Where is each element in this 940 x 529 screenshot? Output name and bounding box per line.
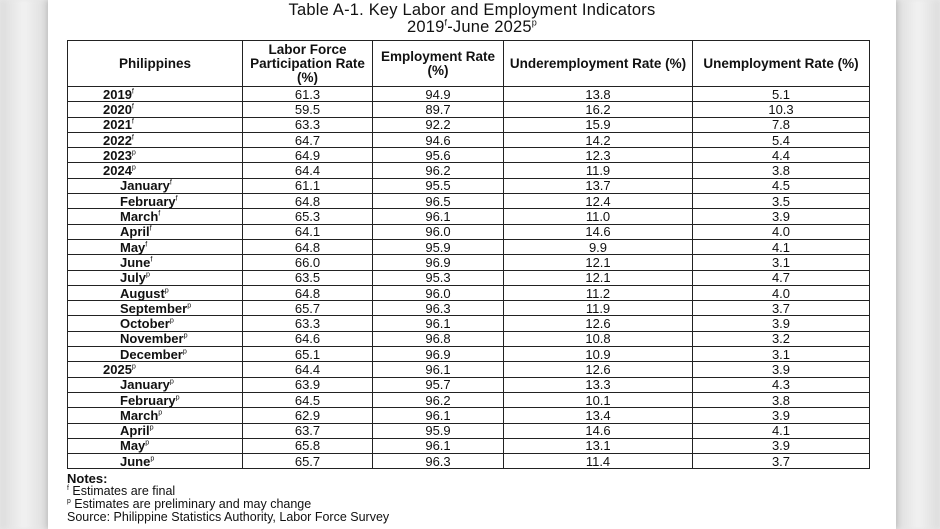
row-label-text: December bbox=[120, 346, 183, 362]
underemployment-cell: 11.4 bbox=[504, 454, 693, 469]
underemployment-cell: 9.9 bbox=[504, 239, 693, 254]
unemployment-cell: 10.3 bbox=[693, 102, 870, 117]
employment-cell: 96.2 bbox=[373, 392, 504, 407]
indicators-table bbox=[67, 40, 870, 469]
row-label-text: 2021 bbox=[103, 117, 132, 133]
row-label-sup: p bbox=[169, 316, 174, 325]
underemployment-cell: 10.1 bbox=[504, 392, 693, 407]
row-label bbox=[68, 117, 243, 132]
row-label bbox=[68, 408, 243, 423]
lfpr-cell: 64.8 bbox=[243, 285, 373, 300]
row-label-text: October bbox=[120, 316, 170, 332]
note-prelim-text: Estimates are preliminary and may change bbox=[70, 497, 312, 511]
underemployment-cell: 11.9 bbox=[504, 301, 693, 316]
underemployment-cell: 10.8 bbox=[504, 331, 693, 346]
row-label-text: January bbox=[120, 178, 170, 194]
table-row bbox=[68, 255, 870, 270]
unemployment-cell: 3.9 bbox=[693, 408, 870, 423]
notes-section bbox=[67, 472, 389, 524]
row-label-sup: f bbox=[149, 224, 152, 233]
underemployment-cell: 12.4 bbox=[504, 194, 693, 209]
row-label-sup: f bbox=[131, 117, 134, 126]
employment-cell: 95.7 bbox=[373, 377, 504, 392]
lfpr-cell: 63.9 bbox=[243, 377, 373, 392]
employment-cell: 96.9 bbox=[373, 255, 504, 270]
row-label-text: 2020 bbox=[103, 101, 132, 117]
underemployment-cell: 13.3 bbox=[504, 377, 693, 392]
unemployment-cell: 3.9 bbox=[693, 438, 870, 453]
underemployment-cell: 13.1 bbox=[504, 438, 693, 453]
note-final-sup: f bbox=[67, 484, 69, 492]
table-row bbox=[68, 285, 870, 300]
employment-cell: 89.7 bbox=[373, 102, 504, 117]
employment-cell: 94.6 bbox=[373, 132, 504, 147]
row-label-sup: f bbox=[175, 194, 178, 203]
row-label bbox=[68, 423, 243, 438]
lfpr-cell: 63.7 bbox=[243, 423, 373, 438]
table-header-row bbox=[68, 41, 870, 87]
underemployment-cell: 15.9 bbox=[504, 117, 693, 132]
employment-cell: 96.1 bbox=[373, 408, 504, 423]
underemployment-cell: 13.4 bbox=[504, 408, 693, 423]
unemployment-cell: 3.1 bbox=[693, 347, 870, 362]
table-body bbox=[68, 87, 870, 469]
row-label bbox=[68, 224, 243, 239]
row-label bbox=[68, 347, 243, 362]
lfpr-cell: 64.7 bbox=[243, 132, 373, 147]
header-lfpr: Labor Force Participation Rate (%) bbox=[243, 41, 373, 87]
table-row bbox=[68, 316, 870, 331]
row-label-text: November bbox=[120, 331, 184, 347]
row-label-sup: p bbox=[182, 347, 187, 356]
row-label-sup: p bbox=[169, 377, 174, 386]
row-label-sup: p bbox=[145, 439, 150, 448]
header-philippines: Philippines bbox=[68, 41, 243, 87]
table-row bbox=[68, 301, 870, 316]
row-label-text: 2019 bbox=[103, 86, 132, 102]
employment-cell: 96.2 bbox=[373, 163, 504, 178]
lfpr-cell: 64.4 bbox=[243, 362, 373, 377]
table-row bbox=[68, 117, 870, 132]
row-label-sup: f bbox=[131, 87, 134, 96]
table-subtitle bbox=[48, 19, 896, 36]
table-row bbox=[68, 102, 870, 117]
underemployment-cell: 12.1 bbox=[504, 270, 693, 285]
table-row bbox=[68, 132, 870, 147]
row-label-text: June bbox=[120, 254, 151, 270]
row-label-text: August bbox=[120, 285, 165, 301]
row-label-text: May bbox=[120, 239, 146, 255]
unemployment-cell: 7.8 bbox=[693, 117, 870, 132]
row-label-sup: f bbox=[131, 102, 134, 111]
lfpr-cell: 62.9 bbox=[243, 408, 373, 423]
employment-cell: 96.1 bbox=[373, 316, 504, 331]
row-label-text: February bbox=[120, 193, 176, 209]
unemployment-cell: 5.1 bbox=[693, 87, 870, 102]
unemployment-cell: 4.0 bbox=[693, 285, 870, 300]
lfpr-cell: 59.5 bbox=[243, 102, 373, 117]
lfpr-cell: 65.1 bbox=[243, 347, 373, 362]
row-label bbox=[68, 454, 243, 469]
row-label-sup: p bbox=[150, 454, 155, 463]
unemployment-cell: 3.8 bbox=[693, 163, 870, 178]
table-row bbox=[68, 148, 870, 163]
employment-cell: 95.5 bbox=[373, 178, 504, 193]
employment-cell: 94.9 bbox=[373, 87, 504, 102]
lfpr-cell: 64.9 bbox=[243, 148, 373, 163]
employment-cell: 96.5 bbox=[373, 194, 504, 209]
underemployment-cell: 11.0 bbox=[504, 209, 693, 224]
background-blur-left bbox=[0, 0, 48, 529]
row-label bbox=[68, 148, 243, 163]
table-row bbox=[68, 362, 870, 377]
lfpr-cell: 63.5 bbox=[243, 270, 373, 285]
row-label-sup: p bbox=[131, 362, 136, 371]
lfpr-cell: 63.3 bbox=[243, 316, 373, 331]
employment-cell: 96.0 bbox=[373, 285, 504, 300]
employment-cell: 96.1 bbox=[373, 438, 504, 453]
unemployment-cell: 3.9 bbox=[693, 362, 870, 377]
employment-cell: 96.9 bbox=[373, 347, 504, 362]
header-employment: Employment Rate (%) bbox=[373, 41, 504, 87]
unemployment-cell: 3.2 bbox=[693, 331, 870, 346]
row-label bbox=[68, 362, 243, 377]
lfpr-cell: 64.4 bbox=[243, 163, 373, 178]
row-label-sup: p bbox=[131, 163, 136, 172]
unemployment-cell: 4.5 bbox=[693, 178, 870, 193]
unemployment-cell: 3.9 bbox=[693, 316, 870, 331]
unemployment-cell: 4.1 bbox=[693, 239, 870, 254]
row-label bbox=[68, 285, 243, 300]
employment-cell: 95.3 bbox=[373, 270, 504, 285]
row-label-sup: p bbox=[164, 286, 169, 295]
note-prelim-sup: p bbox=[67, 497, 71, 505]
document-page bbox=[48, 0, 896, 529]
unemployment-cell: 5.4 bbox=[693, 132, 870, 147]
row-label-text: 2025 bbox=[103, 361, 132, 377]
employment-cell: 96.8 bbox=[373, 331, 504, 346]
row-label bbox=[68, 87, 243, 102]
unemployment-cell: 3.7 bbox=[693, 454, 870, 469]
row-label-text: March bbox=[120, 407, 159, 423]
row-label bbox=[68, 178, 243, 193]
row-label-sup: f bbox=[169, 179, 172, 188]
lfpr-cell: 66.0 bbox=[243, 255, 373, 270]
lfpr-cell: 64.1 bbox=[243, 224, 373, 239]
table-row bbox=[68, 163, 870, 178]
row-label bbox=[68, 377, 243, 392]
table-row bbox=[68, 194, 870, 209]
subtitle-end: -June 2025 bbox=[447, 18, 532, 36]
background-blur-right bbox=[896, 0, 940, 529]
lfpr-cell: 64.8 bbox=[243, 239, 373, 254]
row-label-text: April bbox=[120, 224, 150, 240]
table-row bbox=[68, 87, 870, 102]
table-row bbox=[68, 392, 870, 407]
row-label-sup: p bbox=[146, 270, 150, 279]
unemployment-cell: 4.3 bbox=[693, 377, 870, 392]
employment-cell: 92.2 bbox=[373, 117, 504, 132]
lfpr-cell: 64.6 bbox=[243, 331, 373, 346]
row-label-sup: f bbox=[145, 240, 148, 249]
source-note: Source: Philippine Statistics Authority, Labor Force Survey bbox=[67, 510, 390, 524]
table-row bbox=[68, 178, 870, 193]
row-label-text: 2024 bbox=[103, 163, 132, 179]
employment-cell: 95.9 bbox=[373, 239, 504, 254]
table-row bbox=[68, 270, 870, 285]
row-label-sup: p bbox=[158, 408, 163, 417]
row-label bbox=[68, 270, 243, 285]
table-title: Table A-1. Key Labor and Employment Indicators bbox=[288, 1, 656, 19]
row-label-text: April bbox=[120, 423, 150, 439]
subtitle-sup-final: f bbox=[444, 17, 448, 28]
lfpr-cell: 61.3 bbox=[243, 87, 373, 102]
underemployment-cell: 13.7 bbox=[504, 178, 693, 193]
table-row bbox=[68, 408, 870, 423]
unemployment-cell: 4.1 bbox=[693, 423, 870, 438]
row-label bbox=[68, 438, 243, 453]
table-row bbox=[68, 224, 870, 239]
row-label-text: September bbox=[120, 300, 188, 316]
lfpr-cell: 65.8 bbox=[243, 438, 373, 453]
row-label-sup: f bbox=[158, 209, 161, 218]
row-label-text: February bbox=[120, 392, 176, 408]
row-label-sup: p bbox=[187, 301, 192, 310]
note-final-text: Estimates are final bbox=[68, 484, 176, 498]
row-label bbox=[68, 102, 243, 117]
unemployment-cell: 4.7 bbox=[693, 270, 870, 285]
row-label bbox=[68, 132, 243, 147]
underemployment-cell: 14.6 bbox=[504, 224, 693, 239]
lfpr-cell: 65.7 bbox=[243, 454, 373, 469]
employment-cell: 96.3 bbox=[373, 454, 504, 469]
row-label bbox=[68, 194, 243, 209]
lfpr-cell: 65.3 bbox=[243, 209, 373, 224]
underemployment-cell: 14.2 bbox=[504, 132, 693, 147]
row-label-sup: p bbox=[149, 423, 154, 432]
unemployment-cell: 3.5 bbox=[693, 194, 870, 209]
table-row bbox=[68, 209, 870, 224]
table-row bbox=[68, 454, 870, 469]
row-label bbox=[68, 316, 243, 331]
table-row bbox=[68, 377, 870, 392]
row-label-text: January bbox=[120, 377, 170, 393]
table-row bbox=[68, 423, 870, 438]
row-label bbox=[68, 255, 243, 270]
underemployment-cell: 10.9 bbox=[504, 347, 693, 362]
underemployment-cell: 16.2 bbox=[504, 102, 693, 117]
row-label bbox=[68, 209, 243, 224]
row-label-text: June bbox=[120, 453, 151, 469]
lfpr-cell: 61.1 bbox=[243, 178, 373, 193]
underemployment-cell: 12.1 bbox=[504, 255, 693, 270]
unemployment-cell: 3.8 bbox=[693, 392, 870, 407]
row-label bbox=[68, 163, 243, 178]
unemployment-cell: 4.4 bbox=[693, 148, 870, 163]
unemployment-cell: 3.7 bbox=[693, 301, 870, 316]
table-row bbox=[68, 438, 870, 453]
employment-cell: 95.9 bbox=[373, 423, 504, 438]
row-label bbox=[68, 331, 243, 346]
employment-cell: 96.1 bbox=[373, 209, 504, 224]
row-label-sup: f bbox=[131, 133, 134, 142]
row-label-text: May bbox=[120, 438, 146, 454]
employment-cell: 96.3 bbox=[373, 301, 504, 316]
employment-cell: 95.6 bbox=[373, 148, 504, 163]
underemployment-cell: 12.6 bbox=[504, 316, 693, 331]
row-label bbox=[68, 239, 243, 254]
employment-cell: 96.1 bbox=[373, 362, 504, 377]
notes-title: Notes: bbox=[67, 471, 108, 486]
row-label-sup: p bbox=[175, 393, 180, 402]
unemployment-cell: 4.0 bbox=[693, 224, 870, 239]
row-label bbox=[68, 392, 243, 407]
underemployment-cell: 14.6 bbox=[504, 423, 693, 438]
unemployment-cell: 3.1 bbox=[693, 255, 870, 270]
underemployment-cell: 11.2 bbox=[504, 285, 693, 300]
unemployment-cell: 3.9 bbox=[693, 209, 870, 224]
table-row bbox=[68, 239, 870, 254]
header-underemployment: Underemployment Rate (%) bbox=[504, 41, 693, 87]
row-label-sup: p bbox=[131, 148, 136, 157]
lfpr-cell: 64.5 bbox=[243, 392, 373, 407]
subtitle-sup-prelim: p bbox=[531, 17, 538, 28]
row-label-text: 2023 bbox=[103, 147, 132, 163]
underemployment-cell: 11.9 bbox=[504, 163, 693, 178]
row-label-text: July bbox=[120, 270, 147, 286]
header-unemployment: Unemployment Rate (%) bbox=[693, 41, 870, 87]
underemployment-cell: 12.6 bbox=[504, 362, 693, 377]
row-label-sup: f bbox=[150, 255, 153, 264]
row-label-sup: p bbox=[183, 332, 188, 341]
lfpr-cell: 65.7 bbox=[243, 301, 373, 316]
underemployment-cell: 13.8 bbox=[504, 87, 693, 102]
lfpr-cell: 63.3 bbox=[243, 117, 373, 132]
row-label-text: March bbox=[120, 209, 159, 225]
lfpr-cell: 64.8 bbox=[243, 194, 373, 209]
employment-cell: 96.0 bbox=[373, 224, 504, 239]
table-row bbox=[68, 347, 870, 362]
table-row bbox=[68, 331, 870, 346]
underemployment-cell: 12.3 bbox=[504, 148, 693, 163]
row-label-text: 2022 bbox=[103, 132, 132, 148]
row-label bbox=[68, 301, 243, 316]
subtitle-start: 2019 bbox=[406, 18, 445, 36]
